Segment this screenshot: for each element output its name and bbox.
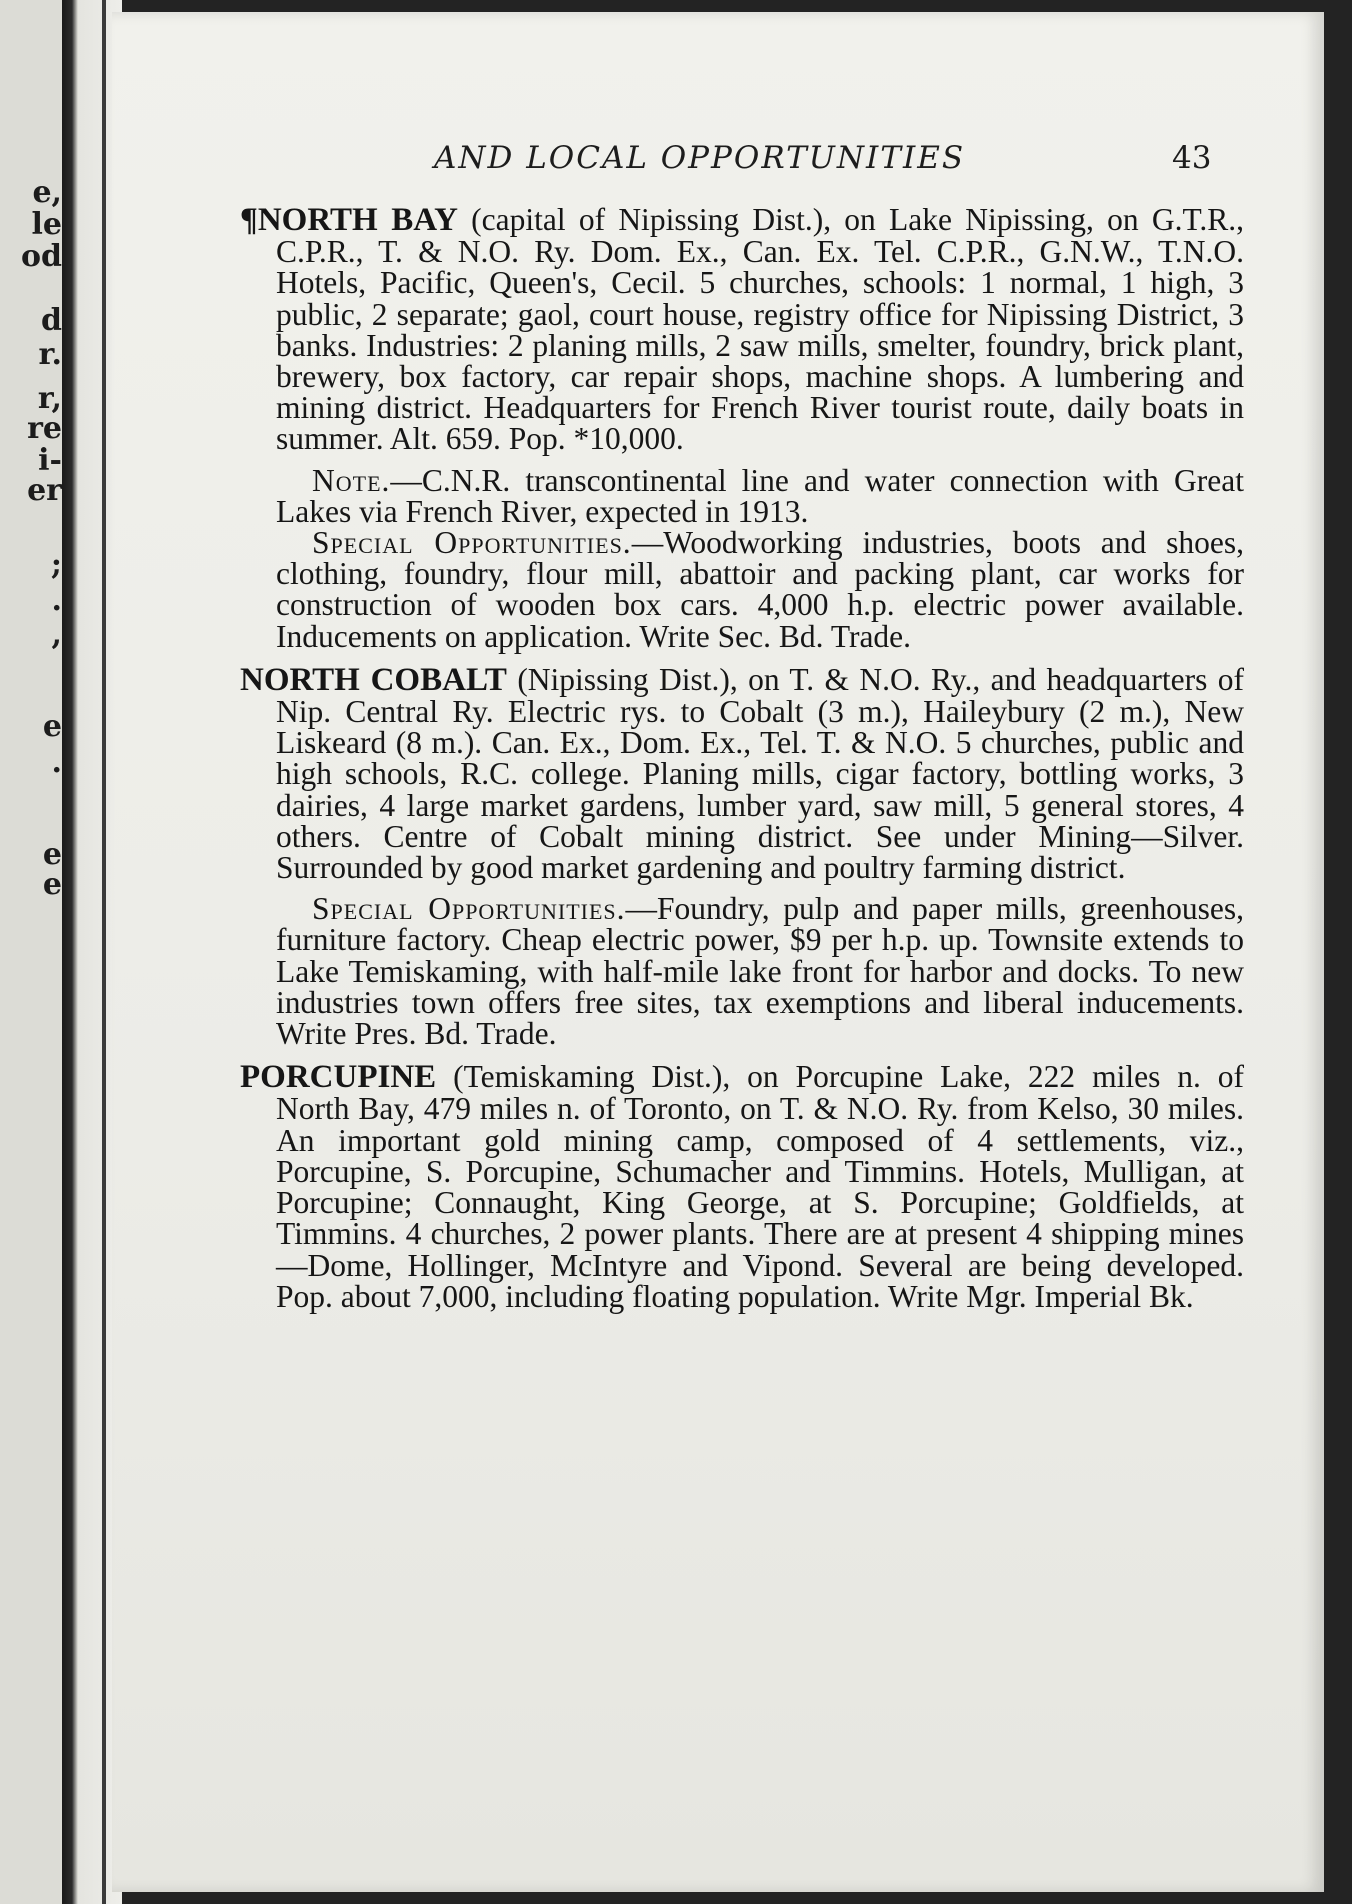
adjacent-page-fragment: , (51, 617, 62, 652)
adjacent-page-fragment: re (27, 411, 62, 446)
gazetteer-text (240, 204, 1244, 1322)
special-opportunities-text: —Woodworking industries, boots and shoes, clothing, foundry, flour mill, abattoir and packing plant, car works for construction of wooden box cars. 4,000 h.p. electric power available. Inducements on application. Write Sec. Bd. Trade. (276, 525, 1244, 654)
adjacent-page-fragment: e, (32, 175, 62, 210)
entry-north-bay (240, 204, 1244, 455)
book-page (112, 12, 1324, 1892)
adjacent-page-fragment: le (31, 207, 62, 242)
adjacent-page-fragment: er (27, 473, 62, 508)
adjacent-page-fragment: e (42, 837, 62, 872)
entry-porcupine (240, 1061, 1244, 1312)
entry-body: (Temiskaming Dist.), on Porcupine Lake, 222 miles n. of North Bay, 479 miles n. of Toronto, on T. & N.O. Ry. from Kelso, 30 miles. An important gold mining camp, composed of 4 settlements, viz., Porcupine, S. Porcupine, Schumacher and Timmins. Hotels, Mulligan, at Porcupine; Connaught, King George, at S. Porcupine; Goldfields, at Timmins. 4 churches, 2 power plants. There are at present 4 shipping mines—Dome, Hollinger, McIntyre and Vipond. Several are being developed. Pop. about 7,000, including floating population. Write Mgr. Imperial Bk. (276, 1059, 1244, 1314)
adjacent-page-fragment: ; (50, 547, 62, 582)
entry-north-cobalt (240, 661, 1244, 886)
entry-body: (capital of Nipissing Dist.), on Lake Nipissing, on G.T.R., C.P.R., T. & N.O. Ry. Dom. Ex., Can. Ex. Tel. C.P.R., G.N.W., T.N.O. Hotels, Pacific, Queen's, Cecil. 5 churches, schools: 1 normal, 1 high, 3 public, 2 separate; gaol, court house, registry office for Nipissing District, 3 banks. Industries: 2 planing mills, 2 saw mills, smelter, foundry, brick plant, brewery, box factory, car repair shops, machine shops. A lumbering and mining district. Headquarters for French River tourist route, daily boats in summer. Alt. 659. Pop. *10,000. (276, 202, 1244, 457)
special-opportunities-label: Special Opportunities. (312, 891, 626, 927)
adjacent-page-fragment: i- (38, 443, 62, 478)
adjacent-page-fragment: e (42, 867, 62, 902)
special-opportunities-label: Special Opportunities. (312, 525, 632, 561)
adjacent-page-fragment: od (21, 239, 62, 274)
entry-note (240, 462, 1244, 529)
gutter-shadow-line (102, 0, 106, 1904)
note-label: Note. (312, 462, 391, 498)
entry-name: NORTH COBALT (240, 661, 507, 698)
adjacent-page-fragment: . (51, 583, 62, 618)
entry-name: PORCUPINE (240, 1059, 437, 1096)
running-head-title: AND LOCAL OPPORTUNITIES (434, 140, 966, 176)
entry-special-opportunities (240, 891, 1244, 1052)
note-text: —C.N.R. transcontinental line and water connection with Great Lakes via French River, expected in 1913. (276, 462, 1244, 529)
adjacent-page-edge (0, 0, 62, 1904)
entry-name: NORTH BAY (257, 202, 458, 238)
adjacent-page-fragment: r, (37, 381, 62, 416)
entry-marker: ¶ (240, 202, 258, 238)
adjacent-page-fragment: d (41, 303, 62, 338)
page-number: 43 (1172, 140, 1212, 176)
adjacent-page-fragment: r. (38, 337, 62, 372)
entry-special-opportunities (240, 527, 1244, 652)
entry-body: (Nipissing Dist.), on T. & N.O. Ry., and headquarters of Nip. Central Ry. Electric rys. to Cobalt (3 m.), Haileybury (2 m.), New Liskeard (8 m.). Can. Ex., Dom. Ex., Tel. T. & N.O. 5 churches, public and high schools, R.C. college. Planing mills, cigar factory, bottling works, 3 dairies, 4 large market gardens, lumber yard, saw mill, 5 general stores, 4 others. Centre of Cobalt mining district. See under Mining—Silver. Surrounded by good market gardening and poultry farming district. (276, 661, 1244, 886)
running-head (112, 140, 1324, 180)
special-opportunities-text: —Foundry, pulp and paper mills, greenhouses, furniture factory. Cheap electric power, $9 per h.p. up. Townsite extends to Lake Temiskaming, with half-mile lake front for harbor and docks. To new industries town offers free sites, tax exemptions and liberal inducements. Write Pres. Bd. Trade. (276, 891, 1244, 1052)
adjacent-page-fragment: e (42, 709, 62, 744)
adjacent-page-fragment: . (51, 745, 62, 780)
